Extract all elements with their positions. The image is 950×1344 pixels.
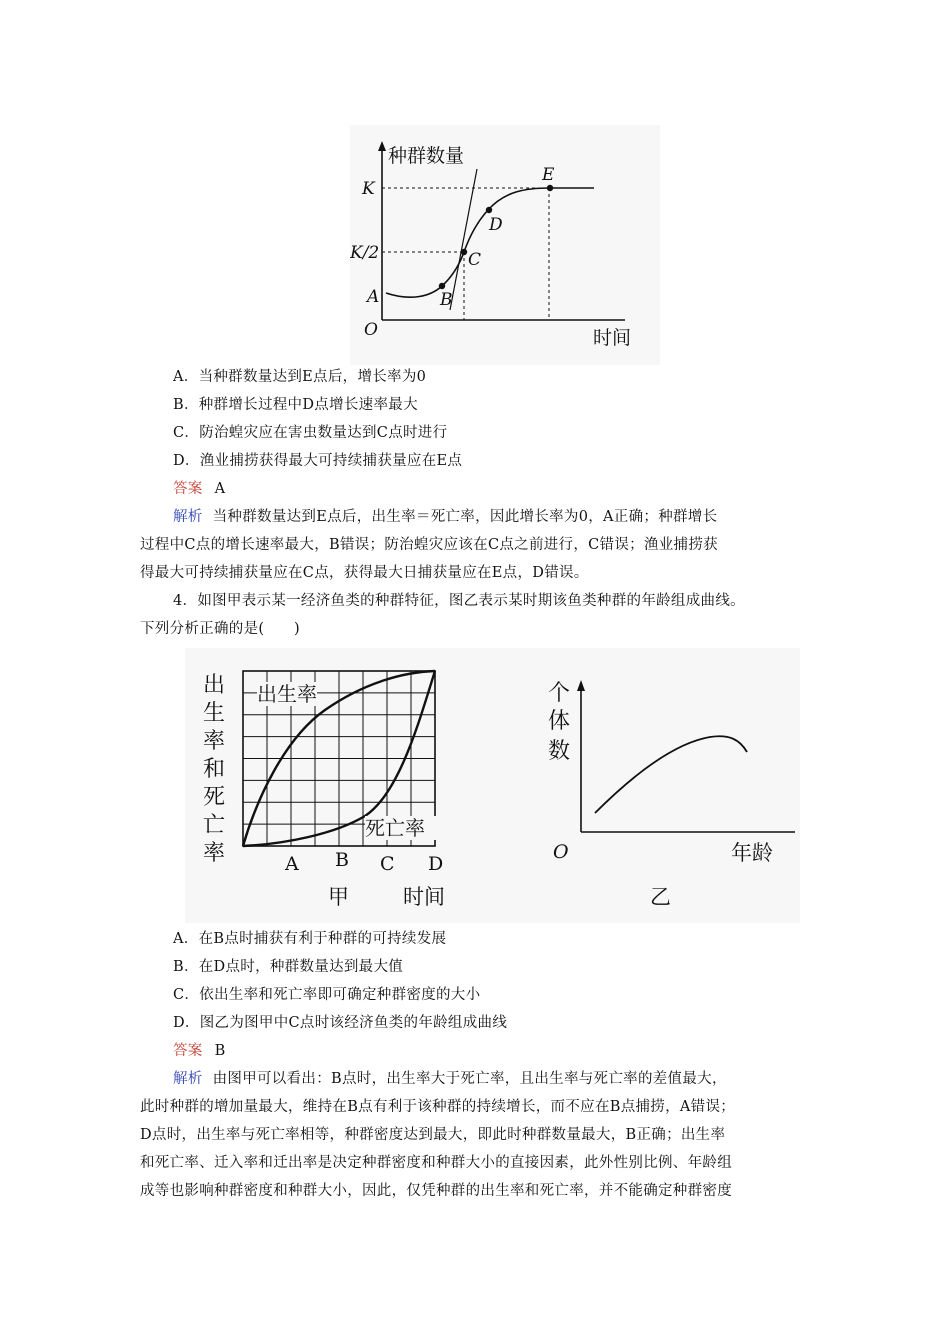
jia-y-char-5: 死 [203,785,226,810]
q3-analysis-line-2: 过程中C点的增长速率最大，B错误；防治蝗灾应该在C点之前进行，C错误；渔业捕捞获 [140,537,718,553]
q4-answer [173,1041,853,1061]
q4-analysis-line-2: 此时种群的增加量最大，维持在B点有利于该种群的持续增长，而不应在B点捕捞，A错误； [140,1099,736,1115]
q3-option-c: C．防治蝗灾应在害虫数量达到C点时进行 [173,425,448,441]
y-axis-arrow [378,141,386,151]
q3-answer [173,479,853,499]
jia-y-char-1: 出 [203,673,226,698]
q3-option-a: A．当种群数量达到E点后，增长率为0 [173,369,427,385]
jia-y-char-4: 和 [203,757,226,782]
birth-rate-label: 出生率 [257,682,317,706]
jia-y-char-2: 生 [203,701,226,726]
q4-option-b: B．在D点时，种群数量达到最大值 [173,959,404,975]
point-e-label: E [542,165,555,185]
yi-age-curve [595,736,747,813]
jia-y-char-3: 率 [203,729,226,754]
origin-label: O [364,320,378,340]
q3-answer-label: 答案 [173,481,203,497]
point-a-label: A [367,287,380,307]
s-curve-svg [350,125,660,365]
q4-option-c: C．依出生率和死亡率即可确定种群密度的大小 [173,987,481,1003]
point-d-marker [486,207,492,213]
s-curve [386,188,594,297]
point-d-label: D [489,215,503,235]
yi-y-char-3: 数 [548,739,571,764]
k-half-label: K/2 [350,243,380,263]
point-b-marker [439,283,445,289]
point-b-label: B [440,290,453,310]
jia-tick-a: A [285,853,299,875]
q3-analysis-label: 解析 [173,509,203,525]
jia-tick-d: D [428,853,444,875]
q4-analysis-line-3: D点时，出生率与死亡率相等，种群密度达到最大，即此时种群数量最大，B正确；出生率 [140,1127,726,1143]
q4-analysis-text-1: 由图甲可以看出：B点时，出生率大于死亡率，且出生率与死亡率的差值最大， [212,1071,727,1087]
jia-caption: 甲 [328,885,349,909]
k-label: K [362,179,375,199]
y-axis-label: 种群数量 [388,145,465,167]
jia-tick-b: B [335,849,349,871]
jia-tick-c: C [380,853,395,875]
yi-y-char-2: 体 [548,709,571,734]
q3-answer-value: A [214,481,226,497]
q3-analysis-text-1: 当种群数量达到E点后，出生率＝死亡率，因此增长率为0，A正确；种群增长 [212,509,718,525]
point-e-marker [547,185,553,191]
q3-option-d: D．渔业捕捞获得最大可持续捕获量应在E点 [173,453,463,469]
q4-analysis-line-1 [173,1069,853,1089]
jia-x-axis-label: 时间 [403,885,445,909]
q3-analysis-line-3: 得最大可持续捕获量应在C点，获得最大日捕获量应在E点，D错误。 [140,565,589,581]
q4-answer-value: B [214,1043,226,1059]
jia-y-char-7: 率 [203,841,226,866]
q4-analysis-label: 解析 [173,1071,203,1087]
q3-option-b: B．种群增长过程中D点增长速率最大 [173,397,418,413]
jia-y-axis-label [203,673,225,866]
yi-origin-label: O [553,841,569,863]
figure-jia-yi-svg [185,648,800,923]
yi-y-char-1: 个 [548,681,571,706]
q4-analysis-line-4: 和死亡率、迁入率和迁出率是决定种群密度和种群大小的直接因素，此外性别比例、年龄组 [140,1155,732,1171]
q4-option-d: D．图乙为图甲中C点时该经济鱼类的年龄组成曲线 [173,1015,508,1031]
yi-y-axis-arrow [577,680,585,691]
x-axis-label: 时间 [593,327,632,349]
q4-answer-label: 答案 [173,1043,203,1059]
figure-jia-yi [185,648,800,923]
point-c-marker [461,249,467,255]
s-curve-figure [350,125,660,365]
q3-analysis-line-1 [173,507,853,527]
yi-y-axis-label [548,681,570,764]
point-c-label: C [468,250,482,270]
yi-caption: 乙 [650,885,671,909]
q4-stem-line-1: 4．如图甲表示某一经济鱼类的种群特征，图乙表示某时期该鱼类种群的年龄组成曲线。 [173,593,745,609]
q4-analysis-line-5: 成等也影响种群密度和种群大小，因此，仅凭种群的出生率和死亡率，并不能确定种群密度 [140,1183,732,1199]
death-rate-label: 死亡率 [365,816,425,840]
jia-y-char-6: 亡 [203,813,226,838]
q4-option-a: A．在B点时捕获有利于种群的可持续发展 [173,931,447,947]
yi-x-axis-label: 年龄 [731,841,773,865]
q4-stem-line-2: 下列分析正确的是( ) [140,621,300,637]
